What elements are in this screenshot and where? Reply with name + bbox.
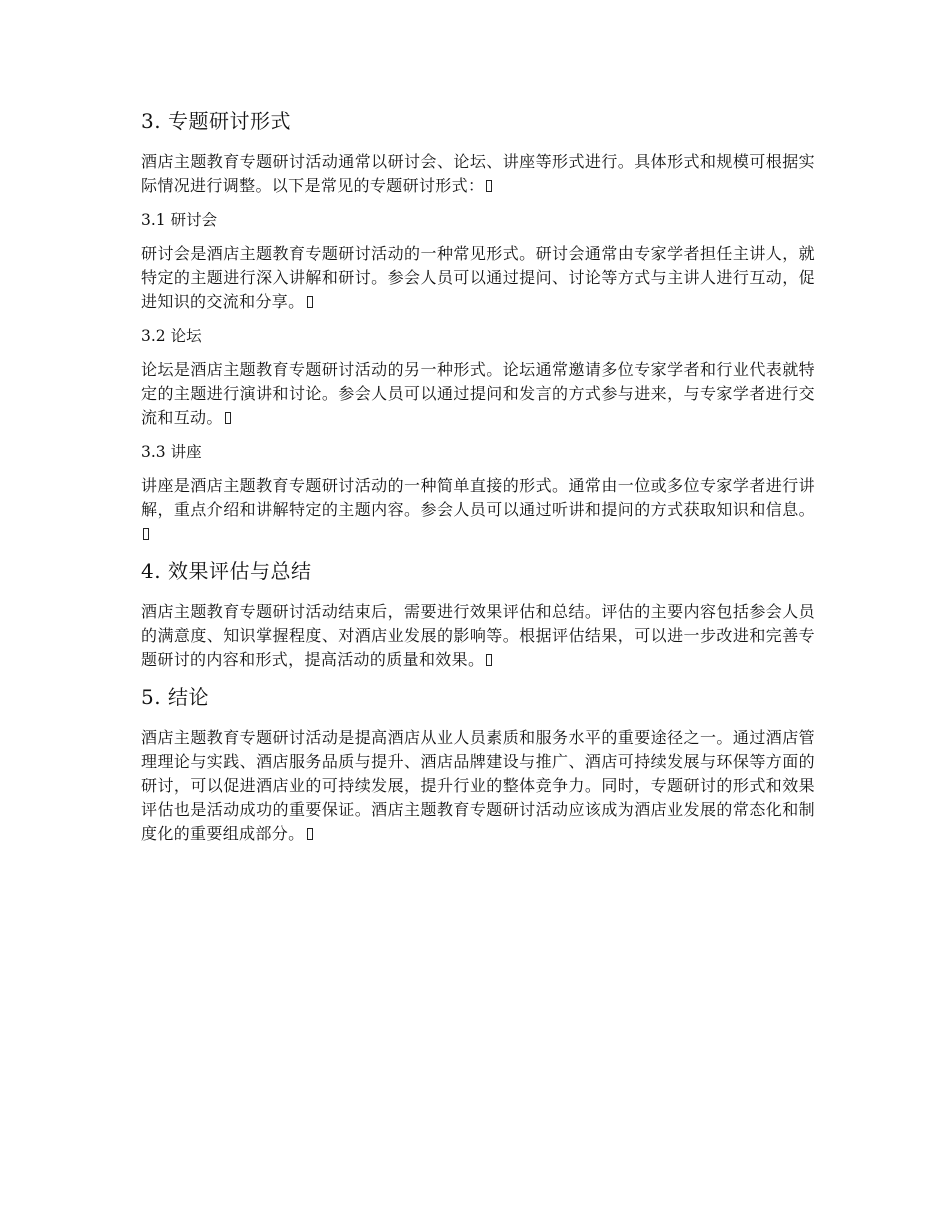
section-5-body: [141, 726, 815, 846]
section-3-intro-text: 酒店主题教育专题研讨活动通常以研讨会、论坛、讲座等形式进行。具体形式和规模可根据实际情况进行调整。以下是常见的专题研讨形式：: [141, 152, 815, 195]
subsection-3-1-text: 研讨会是酒店主题教育专题研讨活动的一种常见形式。研讨会通常由专家学者担任主讲人，就特定的主题进行深入讲解和研讨。参会人员可以通过提问、讨论等方式与主讲人进行互动，促进知识的交流和分享。: [141, 244, 815, 311]
paragraph-end-mark: [143, 528, 149, 540]
subsection-3-1-body: [141, 242, 815, 314]
paragraph-end-mark: [307, 828, 313, 840]
paragraph-end-mark: [486, 654, 492, 666]
subsection-3-3-text: 讲座是酒店主题教育专题研讨活动的一种简单直接的形式。通常由一位或多位专家学者进行讲解，重点介绍和讲解特定的主题内容。参会人员可以通过听讲和提问的方式获取知识和信息。: [141, 476, 815, 519]
section-4-text: 酒店主题教育专题研讨活动结束后，需要进行效果评估和总结。评估的主要内容包括参会人员的满意度、知识掌握程度、对酒店业发展的影响等。根据评估结果，可以进一步改进和完善专题研讨的内容和形式，提高活动的质量和效果。: [141, 602, 815, 669]
section-4-title: 4. 效果评估与总结: [141, 559, 312, 583]
section-5-text: 酒店主题教育专题研讨活动是提高酒店从业人员素质和服务水平的重要途径之一。通过酒店管理理论与实践、酒店服务品质与提升、酒店品牌建设与推广、酒店可持续发展与环保等方面的研讨，可以促进酒店业的可持续发展，提升行业的整体竞争力。同时，专题研讨的形式和效果评估也是活动成功的重要保证。酒店主题教育专题研讨活动应该成为酒店业发展的常态化和制度化的重要组成部分。: [141, 728, 815, 843]
document-page: [141, 106, 815, 846]
paragraph-end-mark: [225, 412, 231, 424]
paragraph-end-mark: [486, 180, 492, 192]
subsection-3-2-text: 论坛是酒店主题教育专题研讨活动的另一种形式。论坛通常邀请多位专家学者和行业代表就特定的主题进行演讲和讨论。参会人员可以通过提问和发言的方式参与进来，与专家学者进行交流和互动。: [141, 360, 815, 427]
section-4-body: [141, 600, 815, 672]
section-3-intro: [141, 150, 815, 198]
section-5-title: 5. 结论: [141, 685, 209, 709]
subsection-3-1-title: 3.1 研讨会: [141, 211, 218, 229]
section-3-title: 3. 专题研讨形式: [141, 109, 291, 133]
subsection-3-3-body: [141, 474, 815, 546]
subsection-3-2-title: 3.2 论坛: [141, 327, 202, 345]
paragraph-end-mark: [307, 296, 313, 308]
subsection-3-2-body: [141, 358, 815, 430]
subsection-3-3-title: 3.3 讲座: [141, 443, 202, 461]
